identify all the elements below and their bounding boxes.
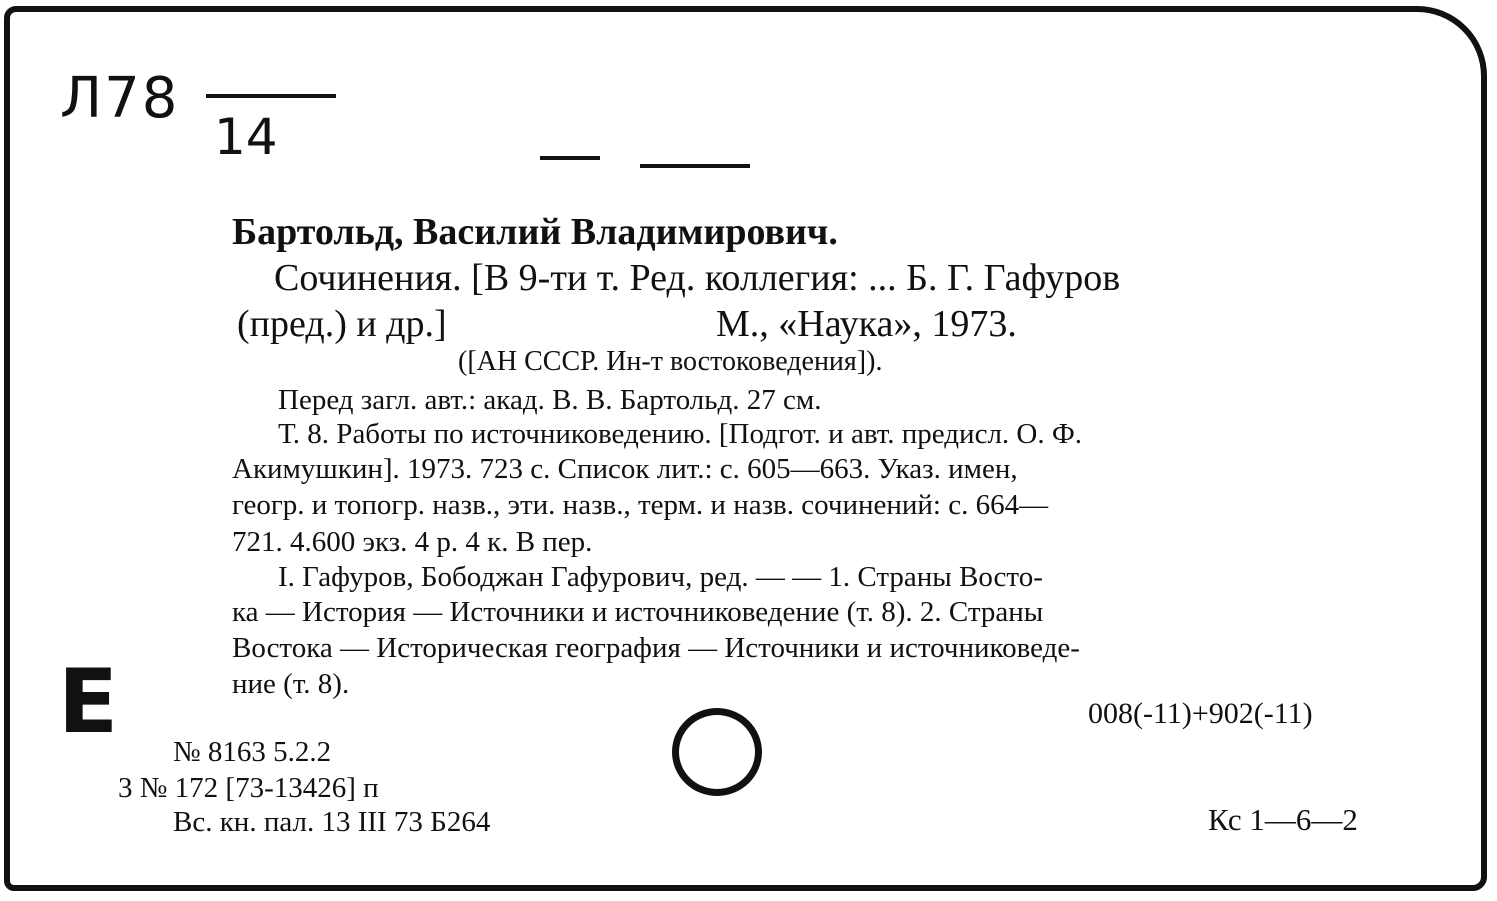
title-line-2a: (пред.) и др.] xyxy=(237,303,447,345)
price-code: Кс 1—6—2 xyxy=(1208,802,1358,837)
tracing-line-2: ка — История — Источники и источниковедение (т. 8). 2. Страны xyxy=(232,596,1044,628)
registration-number: 3 № 172 [73-13426] п xyxy=(118,772,379,804)
volume-line-2: Акимушкин]. 1973. 723 с. Список лит.: с. 605—663. Указ. имен, xyxy=(232,453,1018,485)
author-note: Перед загл. авт.: акад. В. В. Бартольд. 27 см. xyxy=(278,384,822,416)
udc-code: 008(-11)+902(-11) xyxy=(1088,697,1313,730)
tracing-line-3: Востока — Историческая география — Источники и источниковеде- xyxy=(232,632,1080,664)
card-number: № 8163 5.2.2 xyxy=(173,736,332,768)
shelfmark-top: Л78 xyxy=(60,66,180,131)
tracing-line-1: I. Гафуров, Бободжан Гафурович, ред. — — 1. Страны Восто- xyxy=(278,561,1043,593)
volume-line-4: 721. 4.600 экз. 4 р. 4 к. В пер. xyxy=(232,526,593,558)
title-line-1: Сочинения. [В 9-ти т. Ред. коллегия: ... Б. Г. Гафуров xyxy=(274,257,1121,299)
volume-line-1: Т. 8. Работы по источниковедению. [Подгот. и авт. предисл. О. Ф. xyxy=(278,418,1083,450)
shelfmark-bottom: 14 xyxy=(214,108,278,166)
tracing-line-4: ние (т. 8). xyxy=(232,668,350,700)
pen-stroke xyxy=(640,164,750,168)
author-heading: Бартольд, Василий Владимирович. xyxy=(232,211,838,253)
imprint: М., «Наука», 1973. xyxy=(716,303,1017,345)
series-statement: ([АН СССР. Ин-т востоковедения]). xyxy=(458,346,883,377)
pen-stroke xyxy=(540,156,600,160)
punch-hole xyxy=(672,708,762,796)
chamber-code: Вс. кн. пал. 13 III 73 Б264 xyxy=(173,806,491,838)
shelfmark-fraction-bar xyxy=(206,94,336,98)
volume-line-3: геогр. и топогр. назв., эти. назв., терм. и назв. сочинений: с. 664— xyxy=(232,489,1049,521)
handwritten-letter: Е xyxy=(58,650,119,753)
